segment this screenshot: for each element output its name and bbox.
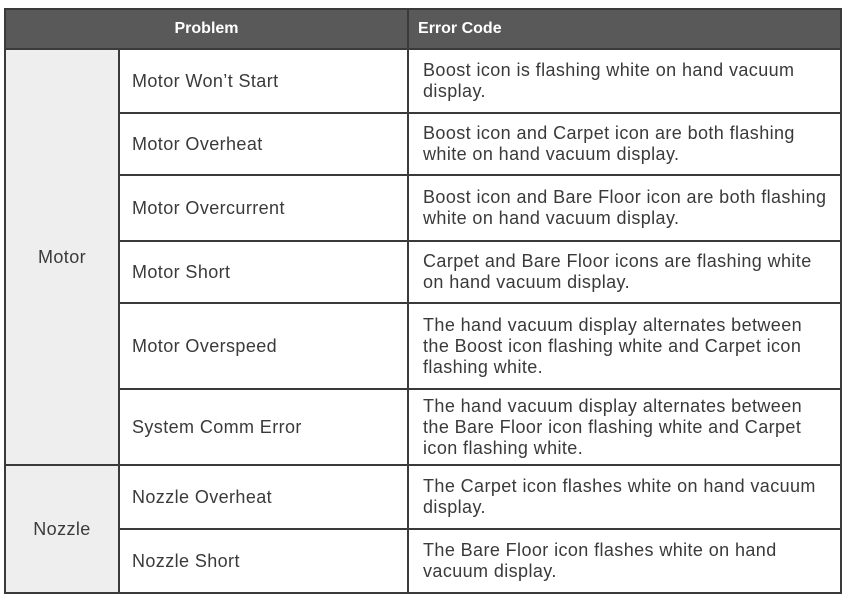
problem-cell: System Comm Error [119, 389, 408, 465]
error-code-cell: The hand vacuum display alternates between the Boost icon flashing white and Carpet icon flashing white. [408, 303, 841, 389]
table-row [5, 389, 841, 465]
table-row [5, 465, 841, 529]
problem-cell: Nozzle Short [119, 529, 408, 593]
error-code-cell: The hand vacuum display alternates between the Bare Floor icon flashing white and Carpet icon flashing white. [408, 389, 841, 465]
group-label-nozzle: Nozzle [5, 465, 119, 593]
table-header-row [5, 9, 841, 49]
problem-cell: Motor Overspeed [119, 303, 408, 389]
table-row [5, 303, 841, 389]
table-row [5, 175, 841, 241]
error-code-cell: The Bare Floor icon flashes white on hand vacuum display. [408, 529, 841, 593]
problem-column-header: Problem [5, 9, 408, 49]
error-code-cell: Boost icon is flashing white on hand vacuum display. [408, 49, 841, 113]
problem-cell: Motor Overcurrent [119, 175, 408, 241]
problem-cell: Motor Short [119, 241, 408, 303]
error-code-table [4, 8, 842, 594]
table-row [5, 529, 841, 593]
table-row [5, 113, 841, 175]
table-row [5, 49, 841, 113]
error-code-column-header: Error Code [408, 9, 841, 49]
error-code-cell: Boost icon and Carpet icon are both flashing white on hand vacuum display. [408, 113, 841, 175]
problem-cell: Nozzle Overheat [119, 465, 408, 529]
table-row [5, 241, 841, 303]
error-code-cell: Carpet and Bare Floor icons are flashing white on hand vacuum display. [408, 241, 841, 303]
error-code-cell: Boost icon and Bare Floor icon are both flashing white on hand vacuum display. [408, 175, 841, 241]
error-code-cell: The Carpet icon flashes white on hand vacuum display. [408, 465, 841, 529]
group-label-motor: Motor [5, 49, 119, 465]
problem-cell: Motor Overheat [119, 113, 408, 175]
problem-cell: Motor Won’t Start [119, 49, 408, 113]
